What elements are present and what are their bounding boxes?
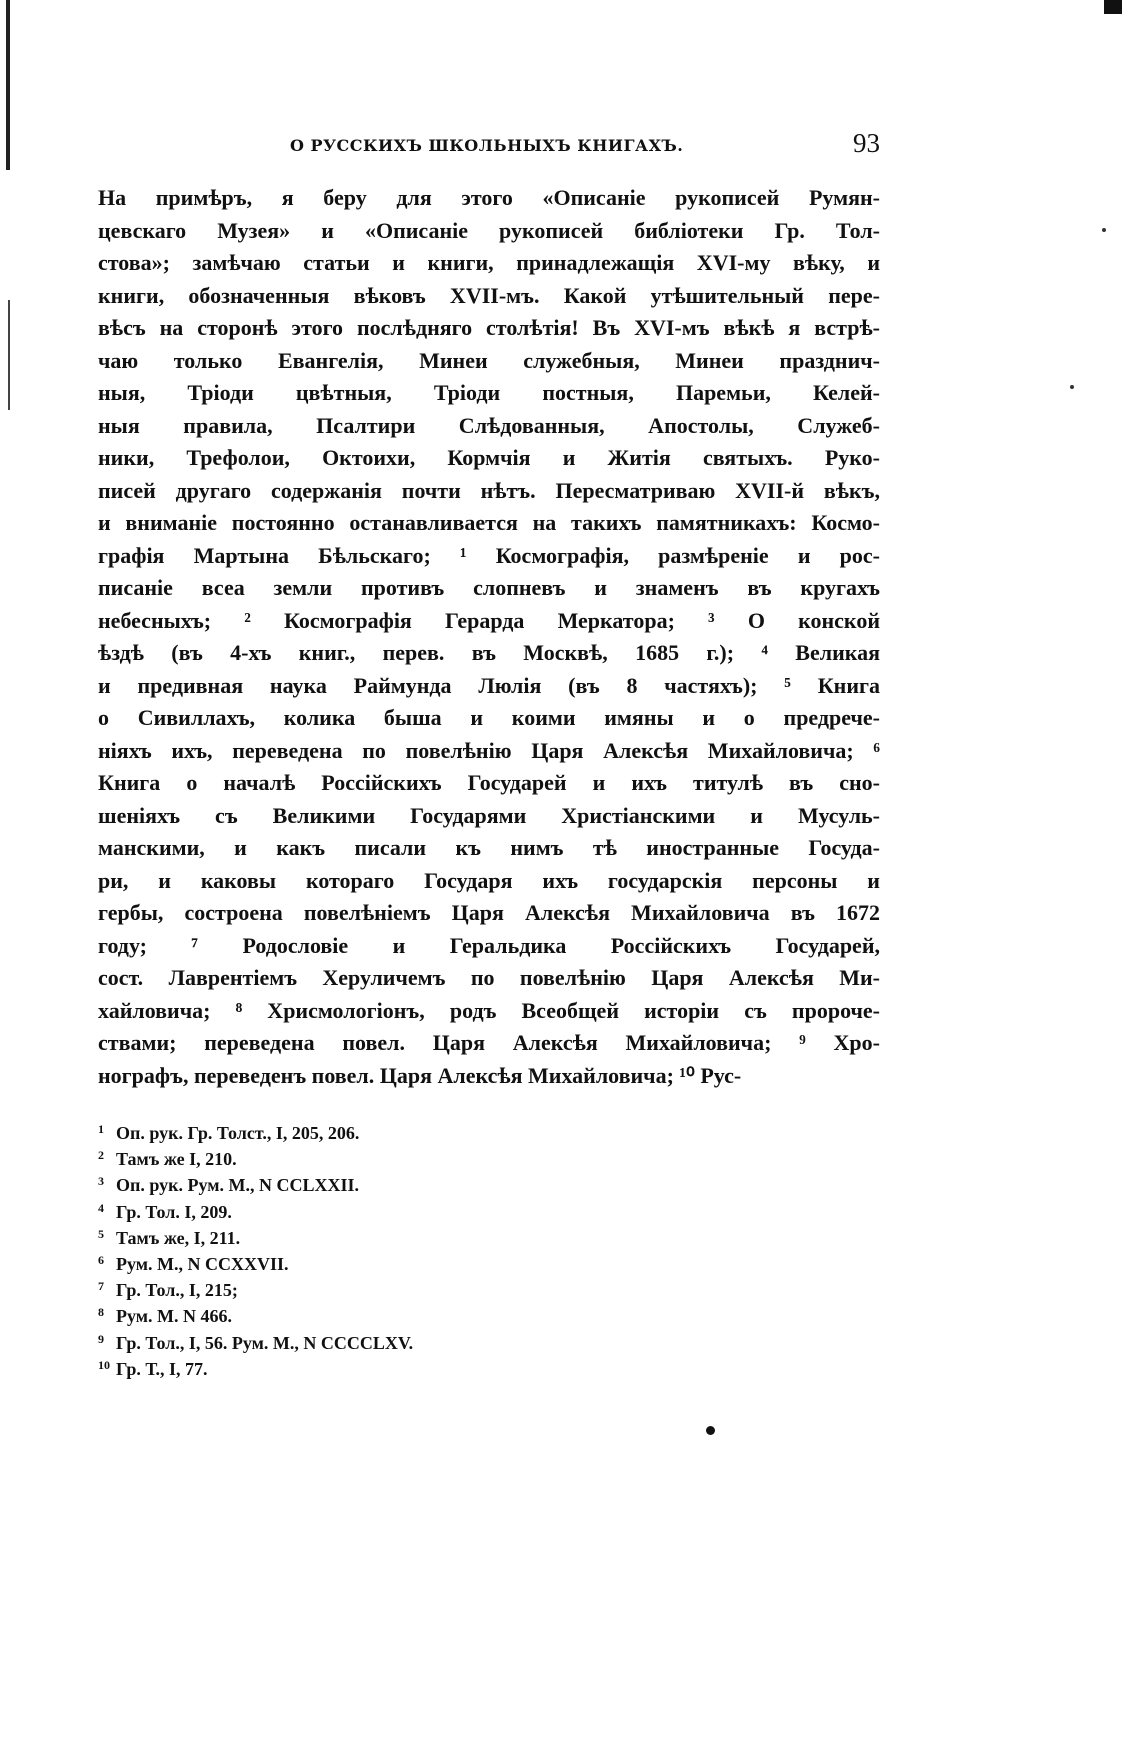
- footnote-number: 7: [98, 1279, 104, 1294]
- text-line: шеніяхъ съ Великими Государями Христіанскими и Мусуль-: [98, 802, 880, 828]
- footnote-text: Рум. М. N 466.: [116, 1306, 233, 1327]
- text-line: году; ⁷ Родословіе и Геральдика Россійскихъ Государей,: [98, 932, 880, 958]
- footnote: [98, 1251, 698, 1277]
- footnote-number: 10: [98, 1357, 110, 1372]
- corner-scan-mark: [1104, 0, 1122, 14]
- footnote-text: Гр. Тол., I, 56. Рум. М., N CCCCLXV.: [116, 1332, 414, 1353]
- footnote: [98, 1120, 698, 1146]
- text-line: ѣздѣ (въ 4-хъ книг., перев. въ Москвѣ, 1685 г.); ⁴ Великая: [98, 640, 880, 665]
- text-line: ныя, Тріоди цвѣтныя, Тріоди постныя, Паремьи, Келей-: [98, 380, 880, 405]
- text-line: небесныхъ; ² Космографія Герарда Меркатора; ³ О конской: [98, 607, 880, 633]
- footnote-text: Гр. Тол., I, 215;: [116, 1280, 238, 1301]
- footnote-text: Тамъ же, I, 211.: [116, 1227, 241, 1248]
- footnote: [98, 1277, 698, 1303]
- ink-spot: [1070, 385, 1074, 389]
- text-line: писаніе всеа земли противъ слопневъ и знаменъ въ кругахъ: [98, 575, 880, 600]
- text-line: нографъ, переведенъ повел. Царя Алексѣя Михайловича; ¹⁰ Рус-: [98, 1062, 742, 1088]
- text-line: ніяхъ ихъ, переведена по повелѣнію Царя Алексѣя Михайловича; ⁶: [98, 737, 880, 763]
- text-line: и вниманіе постоянно останавливается на такихъ памятникахъ: Космо-: [98, 510, 880, 535]
- text-line: манскими, и какъ писали къ нимъ тѣ иностранные Госуда-: [98, 835, 880, 860]
- text-line: Книга о началѣ Россійскихъ Государей и ихъ титулѣ въ сно-: [98, 770, 880, 795]
- scan-edge-artifact: [8, 300, 10, 410]
- text-line: ныя правила, Псалтири Слѣдованныя, Апостолы, Служеб-: [98, 412, 880, 438]
- body-text: [98, 182, 880, 1092]
- footnote-number: 9: [98, 1331, 104, 1346]
- text-line: стова»; замѣчаю статьи и книги, принадлежащія XVI-му вѣку, и: [98, 250, 880, 275]
- text-line: книги, обозначенныя вѣковъ XVII-мъ. Какой утѣшительный пере-: [98, 282, 880, 308]
- text-line: вѣсъ на сторонѣ этого послѣдняго столѣтія! Въ XVI-мъ вѣкѣ я встрѣ-: [98, 315, 880, 340]
- footnote-text: Рум. М., N CCXXVII.: [116, 1253, 289, 1274]
- footnote-text: Гр. Тол. I, 209.: [116, 1201, 232, 1222]
- ink-spot: [706, 1426, 715, 1435]
- footnote: [98, 1225, 698, 1251]
- footnote-number: 4: [98, 1200, 104, 1215]
- footnote: [98, 1303, 698, 1329]
- running-title: О РУССКИХЪ ШКОЛЬНЫХЪ КНИГАХЪ.: [290, 136, 684, 155]
- text-line: ники, Трефолои, Октоихи, Кормчія и Житія святыхъ. Руко-: [98, 445, 880, 470]
- footnote-number: 1: [98, 1122, 104, 1136]
- text-line: ри, и каковы котораго Государя ихъ государскія персоны и: [98, 867, 880, 893]
- footnote-text: Оп. рук. Рум. М., N CCLXXII.: [116, 1175, 360, 1196]
- footnote-text: Гр. Т., I, 77.: [116, 1358, 208, 1379]
- text-line: чаю только Евангелія, Минеи служебныя, Минеи празднич-: [98, 347, 880, 373]
- footnote: [98, 1199, 698, 1225]
- text-line: ствами; переведена повел. Царя Алексѣя Михайловича; ⁹ Хро-: [98, 1030, 880, 1055]
- text-line: хайловича; ⁸ Хрисмологіонъ, родъ Всеобщей исторіи съ пророче-: [98, 997, 880, 1023]
- footnote-number: 3: [98, 1174, 104, 1189]
- page-number: 93: [853, 128, 880, 158]
- footnote-text: Тамъ же I, 210.: [116, 1149, 237, 1170]
- footnote-text: Оп. рук. Гр. Толст., I, 205, 206.: [116, 1123, 360, 1143]
- text-line: писей другаго содержанія почти нѣтъ. Пересматриваю XVII-й вѣкъ,: [98, 477, 880, 503]
- footnote: [98, 1146, 698, 1172]
- scan-edge-artifact: [6, 0, 10, 170]
- footnote-number: 5: [98, 1226, 104, 1241]
- text-line: На примѣръ, я беру для этого «Описаніе рукописей Румян-: [98, 185, 880, 210]
- footnote-number: 6: [98, 1252, 104, 1267]
- text-line: гербы, состроена повелѣніемъ Царя Алексѣя Михайловича въ 1672: [98, 900, 880, 925]
- footnote-number: 8: [98, 1305, 104, 1320]
- footnote: [98, 1356, 698, 1382]
- page-header: [290, 128, 880, 168]
- text-line: и предивная наука Раймунда Люлія (въ 8 частяхъ); ⁵ Книга: [98, 672, 880, 698]
- text-line: сост. Лаврентіемъ Херуличемъ по повелѣнію Царя Алексѣя Ми-: [98, 965, 880, 990]
- footnote: [98, 1330, 698, 1356]
- footnotes: [98, 1120, 698, 1382]
- footnote-number: 2: [98, 1148, 104, 1163]
- ink-spot: [1102, 228, 1106, 232]
- text-line: графія Мартына Бѣльскаго; ¹ Космографія, размѣреніе и рос-: [98, 542, 880, 568]
- text-line: о Сивиллахъ, колика быша и коими имяны и о предрече-: [98, 705, 880, 730]
- text-line: цевскаго Музея» и «Описаніе рукописей библіотеки Гр. Тол-: [98, 217, 880, 243]
- footnote: [98, 1172, 698, 1198]
